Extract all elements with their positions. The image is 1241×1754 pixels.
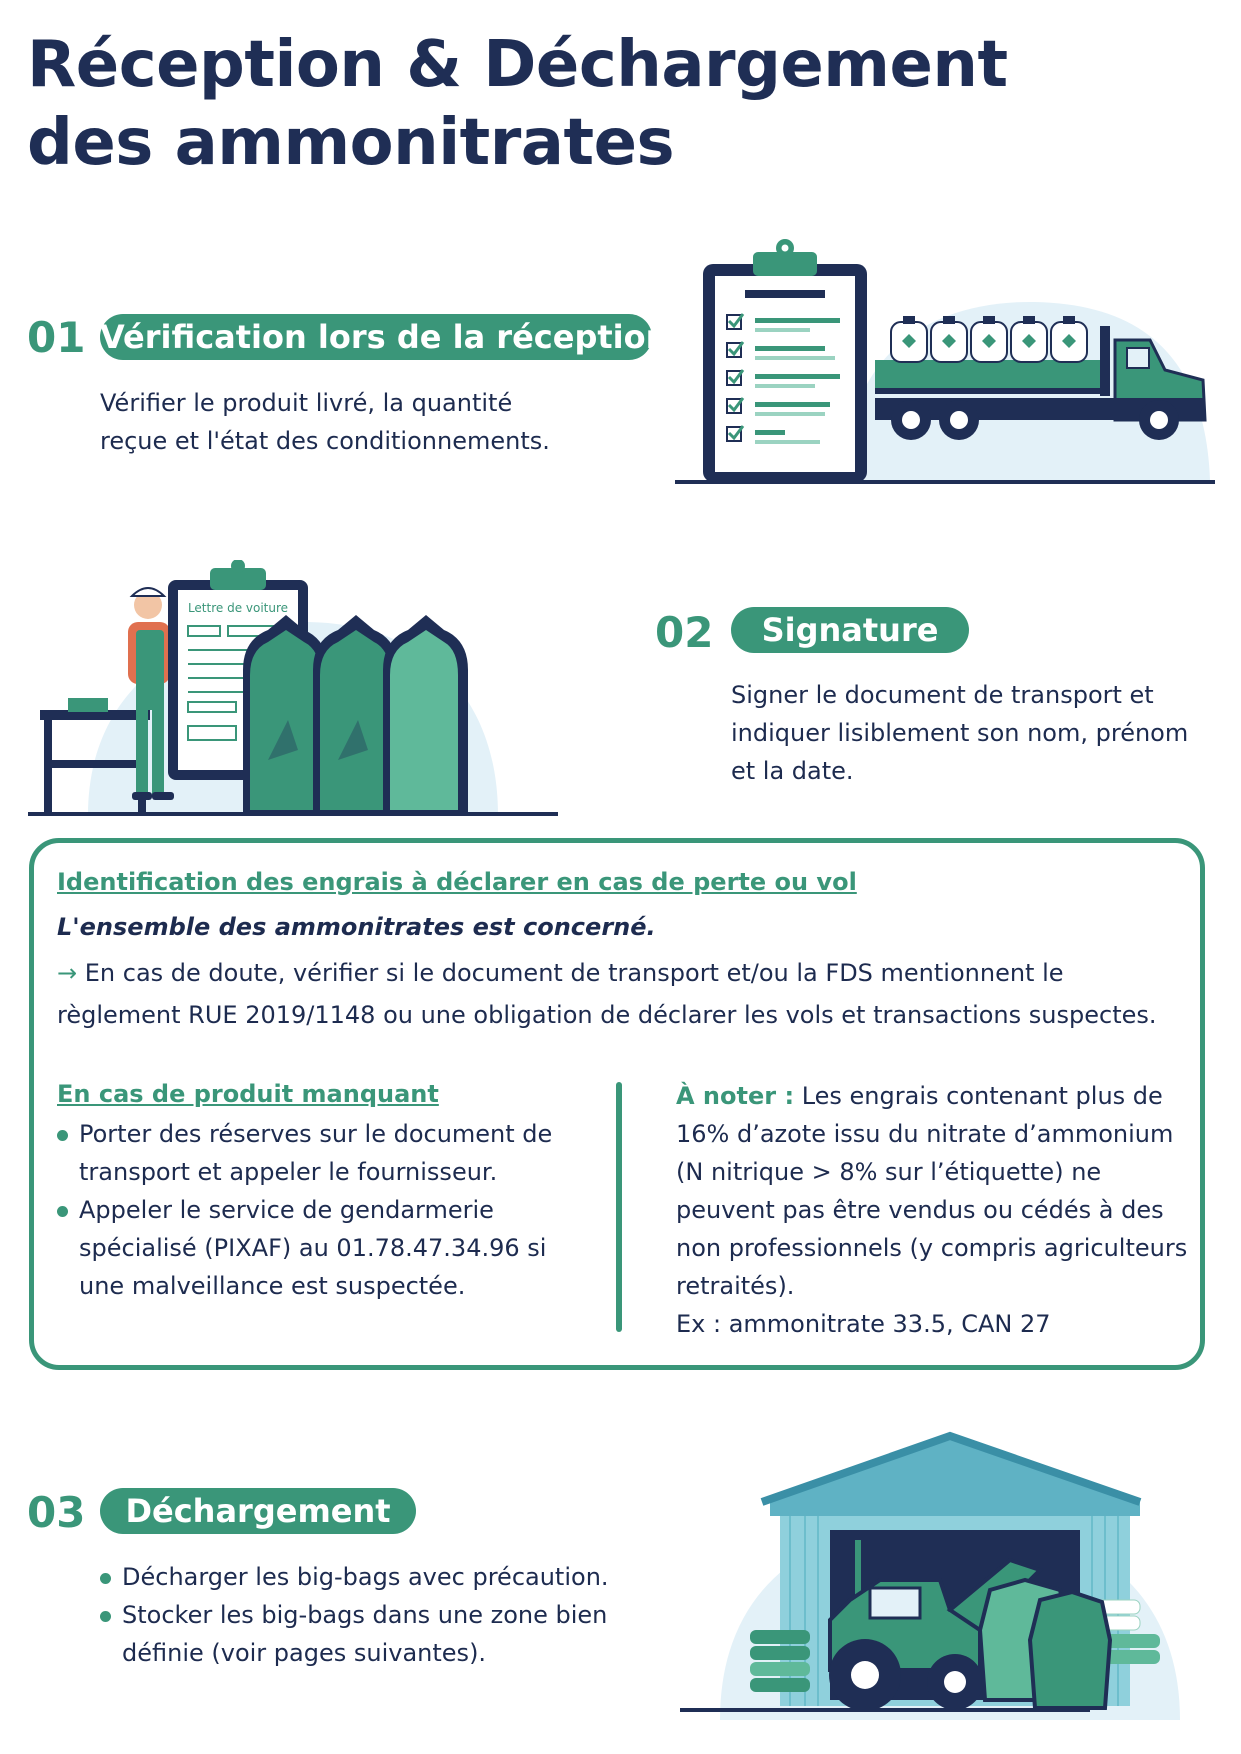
list-item [100,1596,680,1672]
step-1-line-2: reçue et l'état des conditionnements. [100,427,550,455]
signature-illustration [28,560,568,820]
step-2-description [731,676,1221,790]
note-block [676,1077,1196,1343]
step-3-item-1: Décharger les big-bags avec précaution. [122,1563,609,1591]
bullet-icon [100,1611,111,1622]
bags-icon [243,615,468,815]
info-box-heading: Identification des engrais à déclarer en cas de perte ou vol [57,868,857,896]
checklist-truck-illustration [675,230,1215,500]
list-item [100,1558,680,1596]
page-title [27,26,1127,182]
step-1-line-1: Vérifier le produit livré, la quantité [100,389,513,417]
info-box-text [57,952,1187,1036]
unloading-illustration [680,1430,1220,1730]
title-line-1: Réception & Déchargement [27,28,1008,102]
step-1-number: 01 [27,313,86,362]
step-1-pill: Vérification lors de la réception [100,314,652,360]
info-box-subheading: L'ensemble des ammonitrates est concerné. [57,913,656,941]
note-example: Ex : ammonitrate 33.5, CAN 27 [676,1310,1051,1338]
step-2-line-3: et la date. [731,757,854,785]
missing-product-item-2: Appeler le service de gendarmerie spécialisé (PIXAF) au 01.78.47.34.96 si une malveillance est suspectée. [79,1196,547,1300]
bullet-icon [57,1130,68,1141]
missing-product-list [57,1115,597,1305]
column-divider [616,1082,622,1332]
step-2-number: 02 [655,608,714,657]
checklist-clipboard-icon [703,239,867,482]
big-bags-icon [980,1580,1110,1708]
bullet-icon [100,1573,111,1584]
note-label: À noter : [676,1082,795,1110]
step-3-pill: Déchargement [100,1488,416,1534]
step-2-line-2: indiquer lisiblement son nom, prénom [731,719,1189,747]
bullet-icon [57,1206,68,1217]
step-3-description [100,1558,680,1672]
missing-product-heading: En cas de produit manquant [57,1080,439,1108]
clipboard-title: Lettre de voiture [187,601,289,615]
step-2-line-1: Signer le document de transport et [731,681,1154,709]
arrow-right-icon: → [57,959,78,987]
missing-product-item-1: Porter des réserves sur le document de transport et appeler le fournisseur. [79,1120,553,1186]
step-1-description [100,384,620,460]
step-3-number: 03 [27,1488,86,1537]
note-text: Les engrais contenant plus de 16% d’azote issu du nitrate d’ammonium (N nitrique > 8% sur l’étiquette) ne peuvent pas être vendus ou cédés à des non professionnels (y compris agriculteurs retraités). [676,1082,1188,1300]
list-item [57,1191,597,1305]
list-item [57,1115,597,1191]
title-line-2: des ammonitrates [27,106,675,180]
step-2-pill: Signature [731,607,969,653]
info-box-text-body: En cas de doute, vérifier si le document de transport et/ou la FDS mentionnent le règlement RUE 2019/1148 ou une obligation de déclarer les vols et transactions suspectes. [57,959,1157,1029]
step-3-item-2: Stocker les big-bags dans une zone bien définie (voir pages suivantes). [122,1601,608,1667]
